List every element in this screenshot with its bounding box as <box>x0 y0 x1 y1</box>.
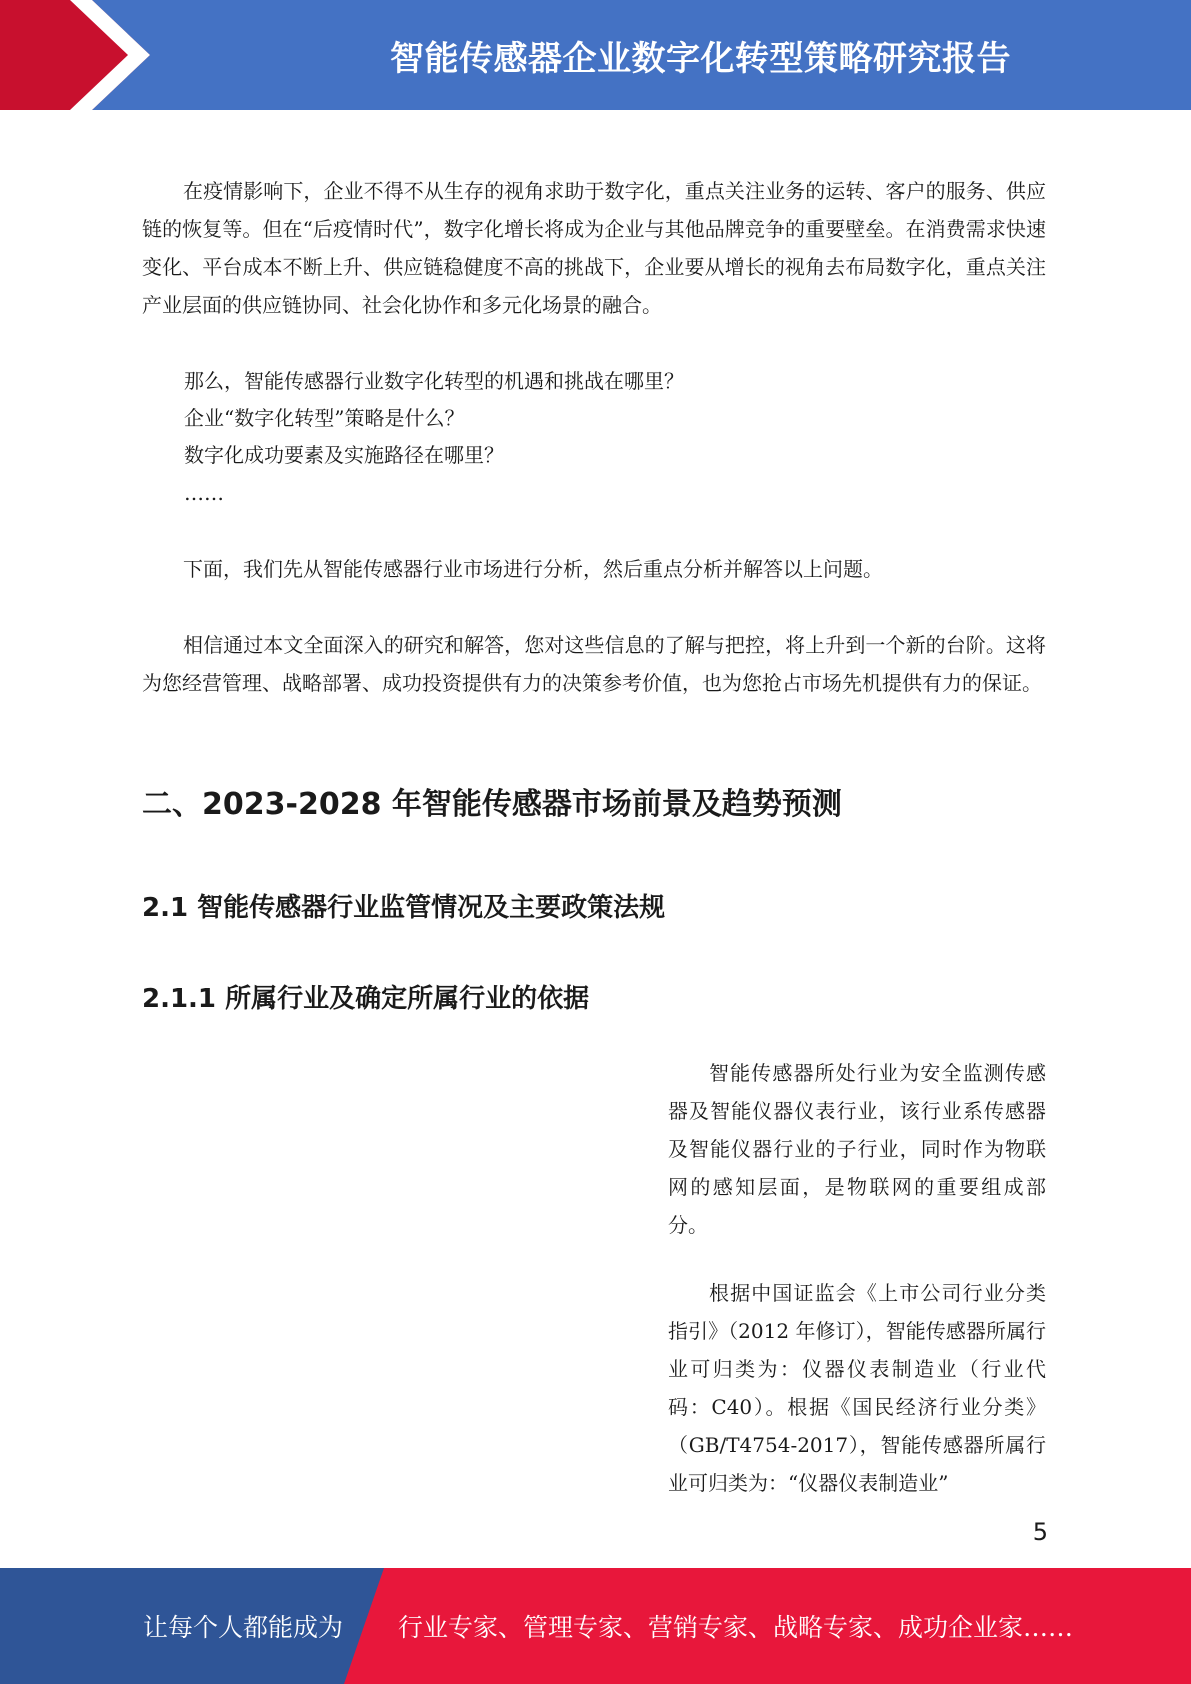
analysis-intro-paragraph: 下面，我们先从智能传感器行业市场进行分析，然后重点分析并解答以上问题。 <box>183 557 883 581</box>
question-line: 企业“数字化转型”策略是什么？ <box>184 406 465 430</box>
intro-paragraph: 在疫情影响下，企业不得不从生存的视角求助于数字化，重点关注业务的运转、客户的服务、供应链的恢复等。但在“后疫情时代”，数字化增长将成为企业与其他品牌竞争的重要壁垒。在消费需求快速变化、平台成本不断上升、供应链稳健度不高的挑战下，企业要从增长的视角去布局数字化，重点关注产业层面的供应链协同、社会化协作和多元化场景的融合。 <box>142 179 1046 317</box>
question-line: 数字化成功要素及实施路径在哪里？ <box>184 443 504 467</box>
question-line: 那么，智能传感器行业数字化转型的机遇和挑战在哪里？ <box>184 369 684 393</box>
footer-slogan-left: 让每个人都能成为 <box>143 1613 344 1642</box>
section-heading: 二、2023-2028 年智能传感器市场前景及趋势预测 <box>142 787 842 822</box>
industry-description-paragraph: 智能传感器所处行业为安全监测传感器及智能仪器仪表行业，该行业系传感器及智能仪器行业的子行业，同时作为物联网的感知层面，是物联网的重要组成部分。 <box>668 1061 1046 1237</box>
industry-classification-paragraph: 根据中国证监会《上市公司行业分类指引》（2012 年修订），智能传感器所属行业可归类为：仪器仪表制造业（行业代码：C40）。根据《国民经济行业分类》（GB/T4754-2017），智能传感器所属行业可归类为：“仪器仪表制造业” <box>668 1281 1046 1495</box>
report-title: 智能传感器企业数字化转型策略研究报告 <box>390 38 1011 79</box>
value-paragraph: 相信通过本文全面深入的研究和解答，您对这些信息的了解与把控，将上升到一个新的台阶。这将为您经营管理、战略部署、成功投资提供有力的决策参考价值，也为您抢占市场先机提供有力的保证。 <box>142 633 1046 695</box>
red-chevron-icon <box>0 0 160 110</box>
footer-slogan-right: 行业专家、管理专家、营销专家、战略专家、成功企业家…… <box>398 1613 1074 1642</box>
page-number: 5 <box>1032 1518 1048 1546</box>
report-header-banner <box>0 0 1191 110</box>
ellipsis-line: …… <box>184 481 224 505</box>
subsection-heading: 2.1 智能传感器行业监管情况及主要政策法规 <box>142 893 666 923</box>
subsubsection-heading: 2.1.1 所属行业及确定所属行业的依据 <box>142 984 590 1014</box>
footer-banner <box>0 1568 1191 1684</box>
